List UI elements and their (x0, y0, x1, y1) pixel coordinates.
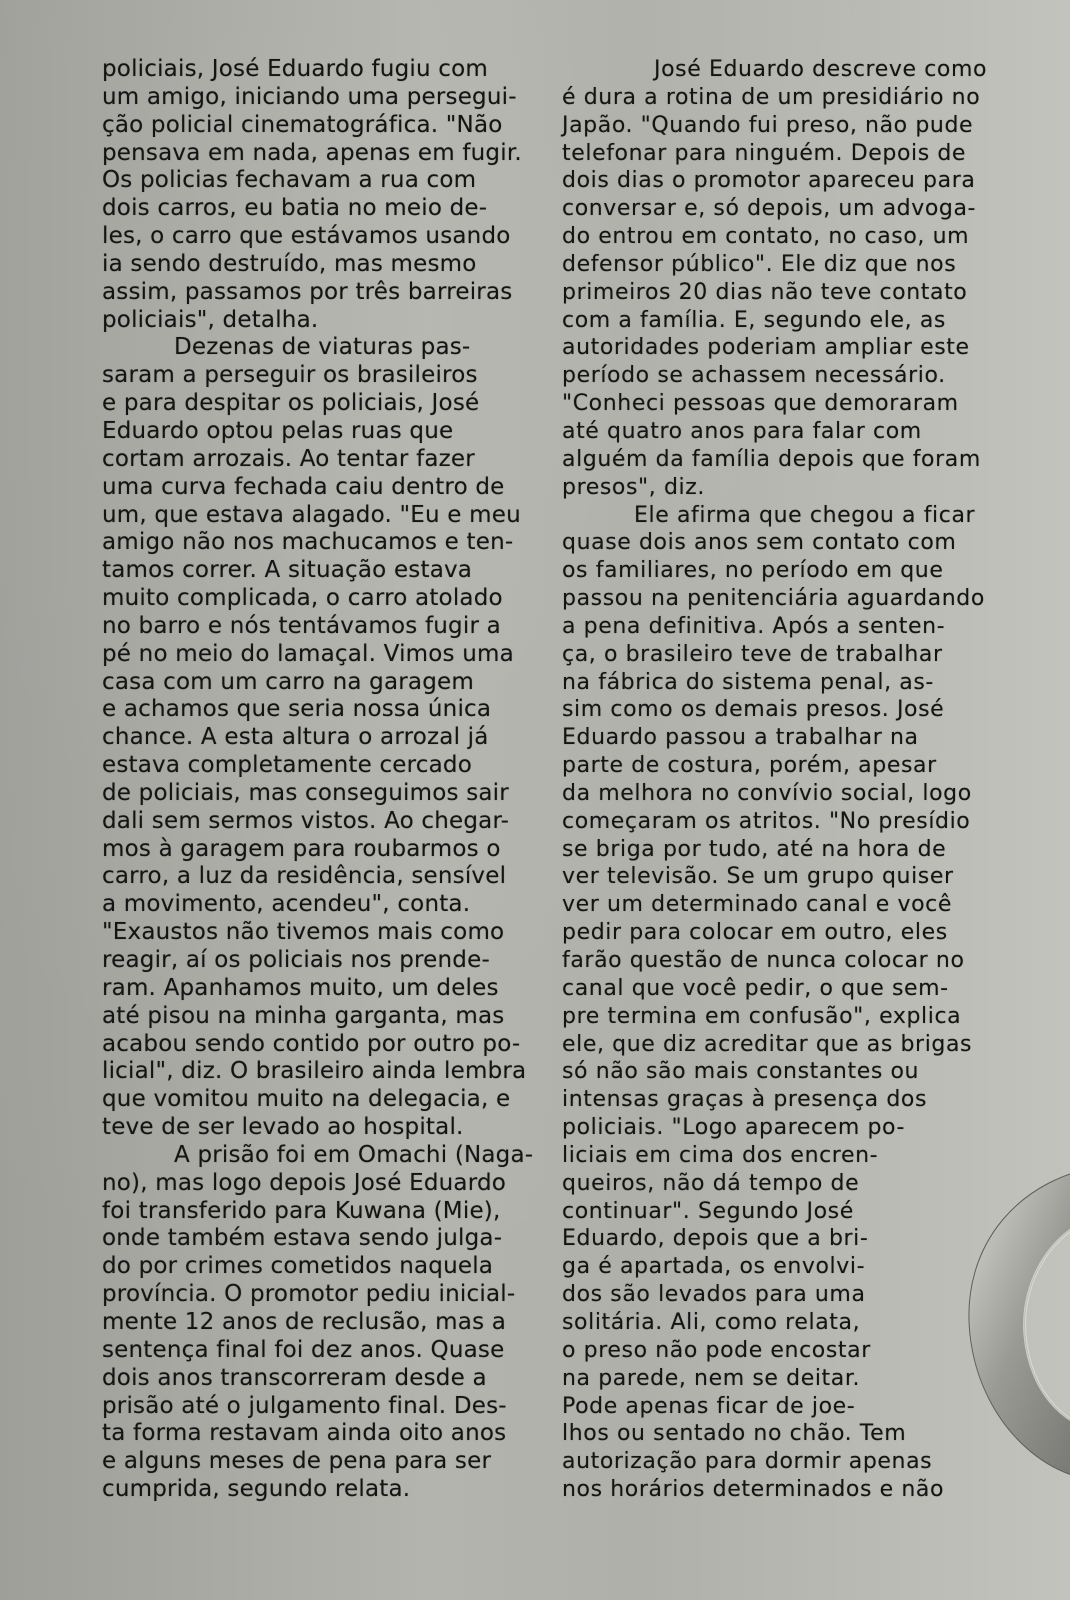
text-line: sim como os demais presos. José (562, 697, 945, 723)
text-line: "Exaustos não tivemos mais como (102, 919, 505, 946)
text-line: pé no meio do lamaçal. Vimos uma (102, 640, 514, 667)
text-line: da melhora no convívio social, logo (562, 780, 972, 806)
text-line: ga é apartada, os envolvi- (562, 1254, 866, 1280)
text-line: dois dias o promotor apareceu para (562, 168, 976, 194)
text-line: ção policial cinematográfica. "Não (102, 111, 503, 138)
text-line: cortam arrozais. Ao tentar fazer (102, 445, 475, 472)
text-line: ver um determinado canal e você (562, 892, 953, 918)
text-line: do entrou em contato, no caso, um (562, 224, 970, 250)
text-line: primeiros 20 dias não teve contato (562, 279, 968, 305)
text-line: canal que você pedir, o que sem- (562, 975, 949, 1001)
text-line: pre termina em confusão", explica (562, 1003, 962, 1029)
text-line: chance. A esta altura o arrozal já (102, 724, 489, 751)
text-line: um, que estava alagado. "Eu e meu (102, 501, 521, 528)
text-line: ram. Apanhamos muito, um deles (102, 974, 499, 1001)
text-line: até quatro anos para falar com (562, 418, 922, 444)
text-line: policiais, José Eduardo fugiu com (102, 56, 488, 82)
text-line: saram a perseguir os brasileiros (102, 362, 478, 389)
text-line: tamos correr. A situação estava (102, 557, 473, 584)
text-line: e alguns meses de pena para ser (102, 1448, 492, 1475)
text-line: mente 12 anos de reclusão, mas a (102, 1308, 507, 1335)
text-line: autorização para dormir apenas (562, 1449, 933, 1475)
text-line: onde também estava sendo julga- (102, 1225, 503, 1252)
text-line: Eduardo, depois que a bri- (562, 1226, 869, 1252)
text-line: defensor público". Ele diz que nos (562, 251, 957, 277)
text-line: até pisou na minha garganta, mas (102, 1002, 505, 1029)
text-line: de policiais, mas conseguimos sair (102, 779, 509, 806)
text-line: Pode apenas ficar de joe- (562, 1393, 856, 1419)
text-line: a pena definitiva. Após a senten- (562, 613, 946, 639)
text-line: o preso não pode encostar (562, 1337, 871, 1363)
text-line: cumprida, segundo relata. (102, 1476, 411, 1503)
text-line: a movimento, acendeu", conta. (102, 891, 471, 918)
text-line: parte de costura, porém, apesar (562, 753, 937, 779)
text-line: ver televisão. Se um grupo quiser (562, 864, 954, 890)
text-line: continuar". Segundo José (562, 1198, 854, 1224)
text-line: casa com um carro na garagem (102, 668, 474, 695)
text-line: Japão. "Quando fui preso, não pude (562, 112, 974, 138)
text-line: lhos ou sentado no chão. Tem (562, 1421, 907, 1447)
text-line: presos", diz. (562, 474, 705, 500)
text-line: dois carros, eu batia no meio de- (102, 195, 488, 222)
text-line: quase dois anos sem contato com (562, 530, 957, 556)
text-line: policiais. "Logo aparecem po- (562, 1115, 906, 1141)
text-line: e para despitar os policiais, José (102, 390, 480, 417)
text-line: dos são levados para uma (562, 1282, 866, 1308)
text-line: alguém da família depois que foram (562, 446, 981, 472)
paragraph-start-line: A prisão foi em Omachi (Naga- (174, 1141, 534, 1168)
text-line: policiais", detalha. (102, 306, 319, 333)
text-line: no), mas logo depois José Eduardo (102, 1169, 507, 1196)
text-line: acabou sendo contido por outro po- (102, 1030, 521, 1057)
text-line: amigo não nos machucamos e ten- (102, 529, 514, 556)
text-line: teve de ser levado ao hospital. (102, 1114, 464, 1141)
text-line: período se achassem necessário. (562, 363, 946, 389)
text-line: foi transferido para Kuwana (Mie), (102, 1197, 501, 1224)
text-line: Os policias fechavam a rua com (102, 167, 477, 194)
text-line: província. O promotor pediu inicial- (102, 1281, 516, 1308)
paragraph-start-line: José Eduardo descreve como (654, 57, 988, 82)
text-line: só não são mais constantes ou (562, 1059, 920, 1085)
text-line: passou na penitenciária aguardando (562, 586, 985, 612)
text-line: uma curva fechada caiu dentro de (102, 473, 505, 500)
text-line: ça, o brasileiro teve de trabalhar (562, 641, 943, 667)
text-line: carro, a luz da residência, sensível (102, 863, 507, 890)
decorative-ring-sculpture (960, 1165, 1070, 1485)
text-line: do por crimes cometidos naquela (102, 1253, 494, 1280)
text-line: os familiares, no período em que (562, 558, 944, 584)
text-line: mos à garagem para roubarmos o (102, 835, 501, 862)
text-line: um amigo, iniciando uma persegui- (102, 83, 517, 110)
text-line: dois anos transcorreram desde a (102, 1364, 487, 1391)
text-line: pedir para colocar em outro, eles (562, 920, 948, 946)
text-line: estava completamente cercado (102, 752, 473, 779)
text-line: Eduardo optou pelas ruas que (102, 417, 454, 444)
text-line: na parede, nem se deitar. (562, 1365, 861, 1391)
paragraph-start-line: Dezenas de viaturas pas- (174, 334, 471, 361)
text-line: assim, passamos por três barreiras (102, 278, 513, 305)
paragraph-start-line: Ele afirma que chegou a ficar (634, 502, 976, 528)
text-line: e achamos que seria nossa única (102, 696, 492, 723)
text-line: que vomitou muito na delegacia, e (102, 1086, 511, 1113)
text-line: muito complicada, o carro atolado (102, 585, 503, 612)
text-line: dali sem sermos vistos. Ao chegar- (102, 807, 510, 834)
text-line: intensas graças à presença dos (562, 1087, 928, 1113)
text-line: com a família. E, segundo ele, as (562, 307, 946, 333)
text-line: começaram os atritos. "No presídio (562, 808, 971, 834)
text-line: é dura a rotina de um presidiário no (562, 84, 981, 110)
text-line: les, o carro que estávamos usando (102, 223, 511, 250)
text-line: autoridades poderiam ampliar este (562, 335, 970, 361)
text-line: solitária. Ali, como relata, (562, 1309, 861, 1335)
text-line: conversar e, só depois, um advoga- (562, 196, 977, 222)
left-text-column (102, 56, 557, 1504)
text-line: nos horários determinados e não (562, 1477, 945, 1503)
text-line: se briga por tudo, até na hora de (562, 836, 947, 862)
text-line: reagir, aí os policiais nos prende- (102, 947, 490, 973)
text-line: ele, que diz acreditar que as brigas (562, 1031, 973, 1057)
text-line: queiros, não dá tempo de (562, 1170, 860, 1196)
text-line: ia sendo destruído, mas mesmo (102, 250, 477, 277)
text-line: sentença final foi dez anos. Quase (102, 1336, 505, 1363)
text-line: na fábrica do sistema penal, as- (562, 669, 934, 695)
text-line: prisão até o julgamento final. Des- (102, 1392, 507, 1419)
text-line: Eduardo passou a trabalhar na (562, 725, 919, 751)
text-line: liciais em cima dos encren- (562, 1142, 879, 1168)
text-line: no barro e nós tentávamos fugir a (102, 612, 501, 639)
text-line: ta forma restavam ainda oito anos (102, 1420, 507, 1447)
text-line: pensava em nada, apenas em fugir. (102, 139, 522, 166)
text-line: telefonar para ninguém. Depois de (562, 140, 967, 166)
text-line: farão questão de nunca colocar no (562, 948, 965, 973)
text-line: "Conheci pessoas que demoraram (562, 391, 959, 417)
text-line: licial", diz. O brasileiro ainda lembra (102, 1058, 527, 1085)
